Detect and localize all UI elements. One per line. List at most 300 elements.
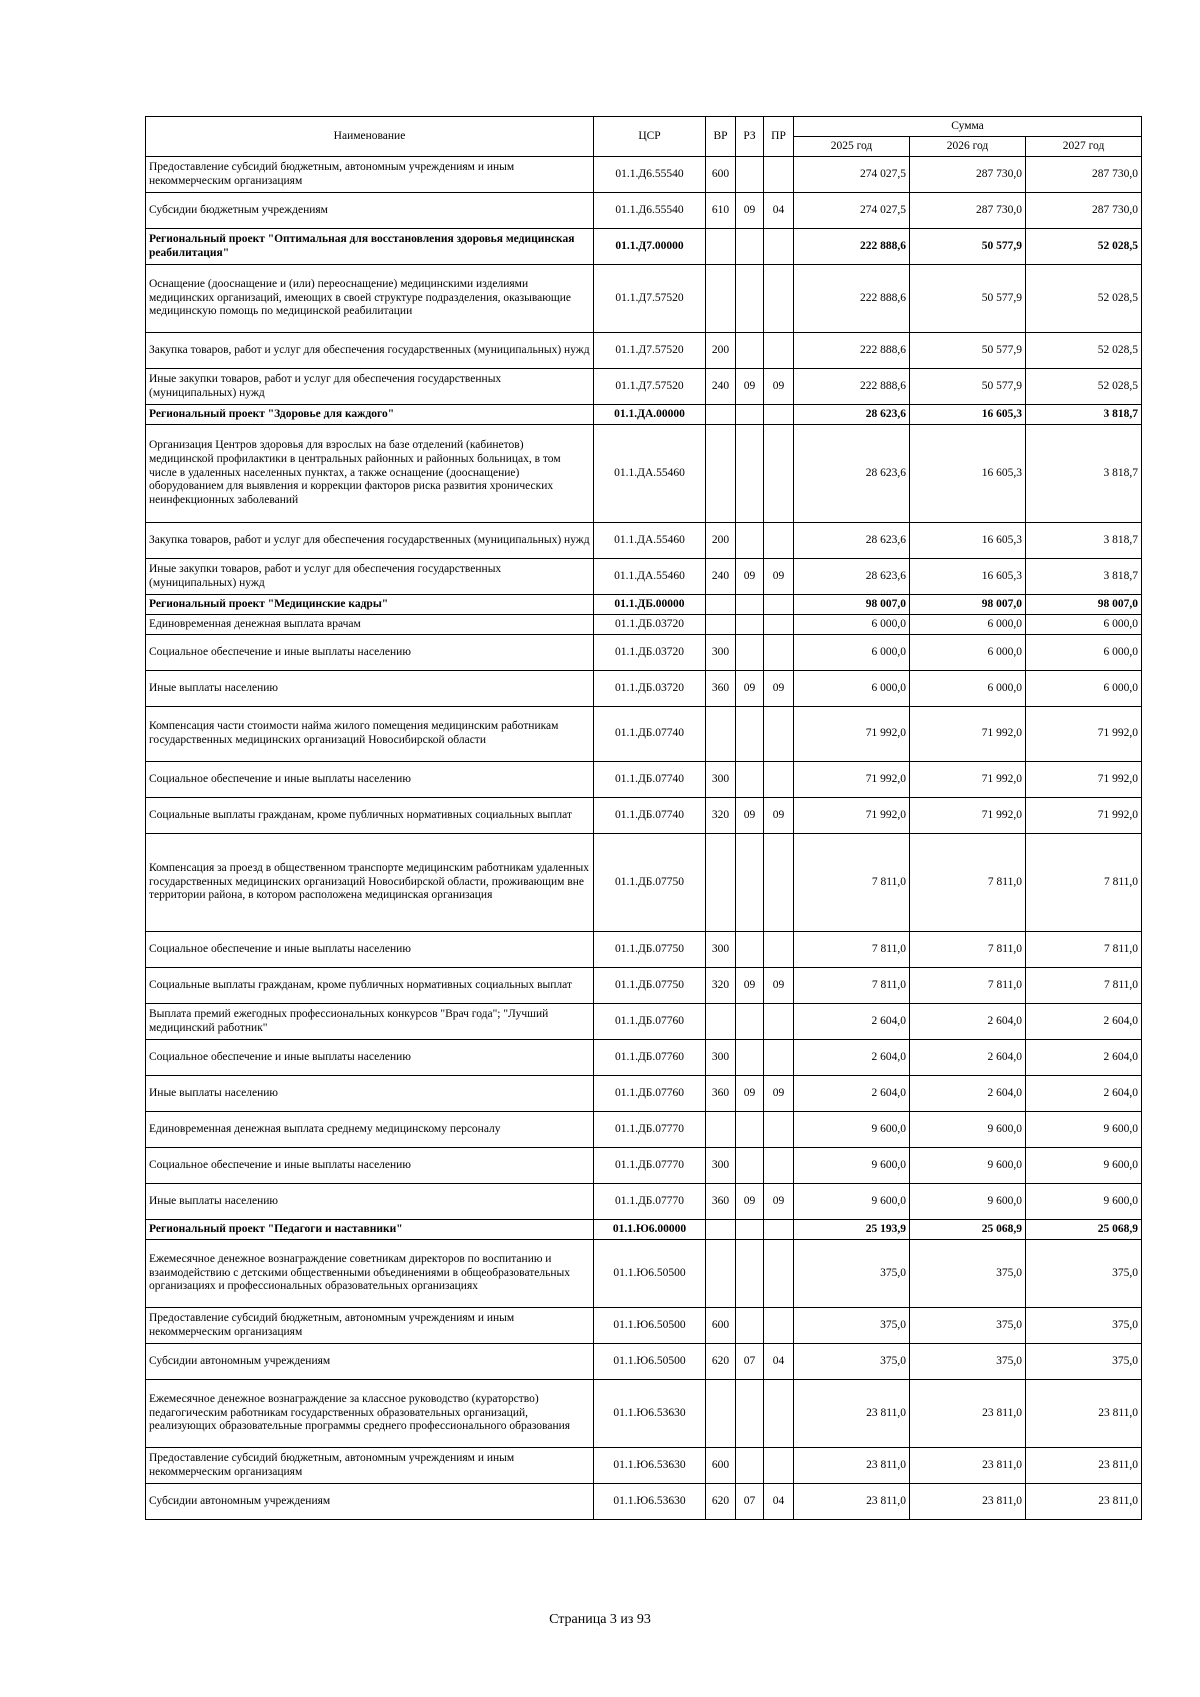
row-rz-cell [736, 405, 764, 425]
row-pr-cell [764, 229, 794, 265]
row-pr-cell: 09 [764, 1184, 794, 1220]
row-pr-cell [764, 615, 794, 635]
row-2025-value: 71 992,0 [794, 707, 910, 762]
row-csr-cell: 01.1.Ю6.50500 [594, 1344, 706, 1380]
row-name-cell: Единовременная денежная выплата среднему медицинскому персоналу [146, 1112, 594, 1148]
row-vr-cell: 200 [706, 333, 736, 369]
row-name-cell: Социальные выплаты гражданам, кроме публичных нормативных социальных выплат [146, 968, 594, 1004]
row-rz-cell [736, 1148, 764, 1184]
row-rz-cell [736, 425, 764, 523]
row-pr-cell [764, 1448, 794, 1484]
row-2026-value: 6 000,0 [910, 635, 1026, 671]
table-row [146, 595, 1142, 615]
row-pr-cell [764, 157, 794, 193]
table-row [146, 615, 1142, 635]
row-vr-cell [706, 1004, 736, 1040]
row-2025-value: 28 623,6 [794, 523, 910, 559]
row-rz-cell: 07 [736, 1484, 764, 1520]
row-2027-value: 6 000,0 [1026, 671, 1142, 707]
row-2026-value: 16 605,3 [910, 405, 1026, 425]
row-vr-cell [706, 615, 736, 635]
row-2025-value: 2 604,0 [794, 1004, 910, 1040]
row-vr-cell [706, 1220, 736, 1240]
row-2025-value: 222 888,6 [794, 333, 910, 369]
row-vr-cell: 200 [706, 523, 736, 559]
row-2025-value: 2 604,0 [794, 1076, 910, 1112]
row-name-cell: Субсидии автономным учреждениям [146, 1344, 594, 1380]
row-name-cell: Субсидии автономным учреждениям [146, 1484, 594, 1520]
row-pr-cell [764, 425, 794, 523]
row-csr-cell: 01.1.Ю6.00000 [594, 1220, 706, 1240]
row-name-cell: Социальное обеспечение и иные выплаты населению [146, 635, 594, 671]
row-2025-value: 71 992,0 [794, 762, 910, 798]
row-2026-value: 71 992,0 [910, 762, 1026, 798]
row-csr-cell: 01.1.ДБ.03720 [594, 615, 706, 635]
row-pr-cell: 09 [764, 671, 794, 707]
row-pr-cell [764, 1148, 794, 1184]
row-2025-value: 6 000,0 [794, 635, 910, 671]
row-rz-cell: 07 [736, 1344, 764, 1380]
table-row [146, 1184, 1142, 1220]
row-pr-cell [764, 333, 794, 369]
row-pr-cell: 09 [764, 798, 794, 834]
table-row [146, 1448, 1142, 1484]
row-vr-cell [706, 425, 736, 523]
header-sum: Сумма [794, 117, 1142, 137]
row-rz-cell [736, 1004, 764, 1040]
row-csr-cell: 01.1.ДБ.07760 [594, 1076, 706, 1112]
table-row [146, 635, 1142, 671]
row-2026-value: 98 007,0 [910, 595, 1026, 615]
row-csr-cell: 01.1.ДБ.07760 [594, 1040, 706, 1076]
row-2027-value: 9 600,0 [1026, 1184, 1142, 1220]
row-2027-value: 52 028,5 [1026, 369, 1142, 405]
row-2026-value: 23 811,0 [910, 1380, 1026, 1448]
row-2027-value: 3 818,7 [1026, 405, 1142, 425]
row-2027-value: 375,0 [1026, 1240, 1142, 1308]
row-pr-cell [764, 707, 794, 762]
row-2027-value: 9 600,0 [1026, 1112, 1142, 1148]
row-2026-value: 7 811,0 [910, 968, 1026, 1004]
row-name-cell: Предоставление субсидий бюджетным, автономным учреждениям и иным некоммерческим организациям [146, 1308, 594, 1344]
row-vr-cell [706, 1380, 736, 1448]
row-2026-value: 50 577,9 [910, 229, 1026, 265]
row-csr-cell: 01.1.Ю6.53630 [594, 1484, 706, 1520]
row-rz-cell [736, 1308, 764, 1344]
row-pr-cell [764, 405, 794, 425]
row-rz-cell [736, 615, 764, 635]
row-2027-value: 98 007,0 [1026, 595, 1142, 615]
row-pr-cell [764, 834, 794, 932]
table-body [146, 157, 1142, 1520]
row-name-cell: Региональный проект "Педагоги и наставники" [146, 1220, 594, 1240]
table-row [146, 707, 1142, 762]
header-csr: ЦСР [594, 117, 706, 157]
row-rz-cell [736, 229, 764, 265]
row-2027-value: 52 028,5 [1026, 265, 1142, 333]
row-vr-cell: 600 [706, 157, 736, 193]
row-vr-cell: 360 [706, 1076, 736, 1112]
row-pr-cell [764, 595, 794, 615]
row-vr-cell [706, 265, 736, 333]
row-2026-value: 375,0 [910, 1344, 1026, 1380]
row-2026-value: 7 811,0 [910, 932, 1026, 968]
row-rz-cell [736, 1448, 764, 1484]
row-2027-value: 52 028,5 [1026, 229, 1142, 265]
row-rz-cell [736, 707, 764, 762]
row-csr-cell: 01.1.ДБ.07750 [594, 932, 706, 968]
row-pr-cell [764, 762, 794, 798]
table-row [146, 1004, 1142, 1040]
row-2025-value: 7 811,0 [794, 968, 910, 1004]
row-name-cell: Закупка товаров, работ и услуг для обеспечения государственных (муниципальных) нужд [146, 523, 594, 559]
row-rz-cell: 09 [736, 1076, 764, 1112]
row-2025-value: 23 811,0 [794, 1448, 910, 1484]
header-pr: ПР [764, 117, 794, 157]
row-csr-cell: 01.1.ДБ.07750 [594, 968, 706, 1004]
row-vr-cell: 620 [706, 1484, 736, 1520]
table-row [146, 1344, 1142, 1380]
row-pr-cell [764, 1380, 794, 1448]
row-2025-value: 9 600,0 [794, 1112, 910, 1148]
row-name-cell: Социальное обеспечение и иные выплаты населению [146, 762, 594, 798]
row-name-cell: Оснащение (дооснащение и (или) переоснащение) медицинскими изделиями медицинских организаций, имеющих в своей структуре подразделения, оказывающие медицинскую помощь по медицинской реабилитации [146, 265, 594, 333]
row-name-cell: Субсидии бюджетным учреждениям [146, 193, 594, 229]
row-vr-cell: 610 [706, 193, 736, 229]
row-vr-cell [706, 707, 736, 762]
row-2027-value: 3 818,7 [1026, 559, 1142, 595]
row-rz-cell [736, 265, 764, 333]
row-2027-value: 3 818,7 [1026, 523, 1142, 559]
row-csr-cell: 01.1.Д7.00000 [594, 229, 706, 265]
row-csr-cell: 01.1.ДБ.07740 [594, 798, 706, 834]
row-2027-value: 23 811,0 [1026, 1448, 1142, 1484]
row-2025-value: 375,0 [794, 1308, 910, 1344]
row-csr-cell: 01.1.ДБ.07740 [594, 707, 706, 762]
row-pr-cell [764, 635, 794, 671]
table-row [146, 265, 1142, 333]
row-2026-value: 9 600,0 [910, 1148, 1026, 1184]
row-csr-cell: 01.1.ДБ.00000 [594, 595, 706, 615]
row-2027-value: 7 811,0 [1026, 834, 1142, 932]
row-2027-value: 287 730,0 [1026, 193, 1142, 229]
row-2026-value: 7 811,0 [910, 834, 1026, 932]
row-rz-cell [736, 635, 764, 671]
row-vr-cell [706, 834, 736, 932]
row-2025-value: 222 888,6 [794, 369, 910, 405]
row-rz-cell: 09 [736, 968, 764, 1004]
row-2027-value: 2 604,0 [1026, 1004, 1142, 1040]
row-vr-cell: 360 [706, 1184, 736, 1220]
row-vr-cell: 360 [706, 671, 736, 707]
row-csr-cell: 01.1.Д6.55540 [594, 157, 706, 193]
row-name-cell: Социальное обеспечение и иные выплаты населению [146, 1148, 594, 1184]
row-pr-cell [764, 523, 794, 559]
row-name-cell: Ежемесячное денежное вознаграждение за классное руководство (кураторство) педагогическим работникам государственных образовательных организаций, реализующих образовательные программы среднего профессионального образования [146, 1380, 594, 1448]
row-name-cell: Социальное обеспечение и иные выплаты населению [146, 1040, 594, 1076]
table-row [146, 762, 1142, 798]
header-2026: 2026 год [910, 137, 1026, 157]
row-vr-cell: 240 [706, 559, 736, 595]
row-rz-cell [736, 595, 764, 615]
row-2026-value: 9 600,0 [910, 1112, 1026, 1148]
row-csr-cell: 01.1.Д7.57520 [594, 333, 706, 369]
row-csr-cell: 01.1.Д6.55540 [594, 193, 706, 229]
row-vr-cell: 300 [706, 635, 736, 671]
row-2027-value: 9 600,0 [1026, 1148, 1142, 1184]
row-2025-value: 274 027,5 [794, 157, 910, 193]
row-2025-value: 71 992,0 [794, 798, 910, 834]
row-name-cell: Выплата премий ежегодных профессиональных конкурсов "Врач года"; "Лучший медицинский работник" [146, 1004, 594, 1040]
row-rz-cell [736, 333, 764, 369]
row-rz-cell: 09 [736, 193, 764, 229]
row-rz-cell [736, 1040, 764, 1076]
row-vr-cell: 300 [706, 762, 736, 798]
row-name-cell: Предоставление субсидий бюджетным, автономным учреждениям и иным некоммерческим организациям [146, 157, 594, 193]
row-pr-cell [764, 1308, 794, 1344]
row-2026-value: 16 605,3 [910, 559, 1026, 595]
row-2026-value: 9 600,0 [910, 1184, 1026, 1220]
header-2025: 2025 год [794, 137, 910, 157]
table-row [146, 333, 1142, 369]
row-name-cell: Иные закупки товаров, работ и услуг для обеспечения государственных (муниципальных) нужд [146, 559, 594, 595]
row-vr-cell [706, 595, 736, 615]
row-csr-cell: 01.1.Ю6.53630 [594, 1448, 706, 1484]
row-2026-value: 6 000,0 [910, 615, 1026, 635]
row-vr-cell [706, 229, 736, 265]
row-2025-value: 7 811,0 [794, 932, 910, 968]
row-2026-value: 50 577,9 [910, 265, 1026, 333]
row-2027-value: 71 992,0 [1026, 762, 1142, 798]
table-row [146, 798, 1142, 834]
row-rz-cell: 09 [736, 559, 764, 595]
row-vr-cell: 300 [706, 932, 736, 968]
row-csr-cell: 01.1.Ю6.50500 [594, 1308, 706, 1344]
table-row [146, 405, 1142, 425]
row-2026-value: 71 992,0 [910, 707, 1026, 762]
table-row [146, 671, 1142, 707]
row-csr-cell: 01.1.ДА.00000 [594, 405, 706, 425]
row-csr-cell: 01.1.ДБ.07770 [594, 1148, 706, 1184]
row-pr-cell: 09 [764, 369, 794, 405]
row-vr-cell [706, 1112, 736, 1148]
table-row [146, 425, 1142, 523]
row-2027-value: 52 028,5 [1026, 333, 1142, 369]
row-name-cell: Организация Центров здоровья для взрослых на базе отделений (кабинетов) медицинской профилактики в центральных районных и районных больницах, в том числе в удаленных населенных пунктах, а также оснащение (дооснащение) оборудованием для выявления и коррекции факторов риска развития хронических неинфекционных заболеваний [146, 425, 594, 523]
row-2025-value: 6 000,0 [794, 671, 910, 707]
table-row [146, 229, 1142, 265]
row-csr-cell: 01.1.Ю6.53630 [594, 1380, 706, 1448]
row-2027-value: 375,0 [1026, 1344, 1142, 1380]
row-name-cell: Региональный проект "Оптимальная для восстановления здоровья медицинская реабилитация" [146, 229, 594, 265]
row-csr-cell: 01.1.ДБ.07750 [594, 834, 706, 932]
row-name-cell: Иные закупки товаров, работ и услуг для обеспечения государственных (муниципальных) нужд [146, 369, 594, 405]
row-2025-value: 375,0 [794, 1344, 910, 1380]
row-pr-cell: 09 [764, 968, 794, 1004]
row-2025-value: 222 888,6 [794, 265, 910, 333]
row-2026-value: 16 605,3 [910, 425, 1026, 523]
row-2026-value: 16 605,3 [910, 523, 1026, 559]
row-csr-cell: 01.1.ДБ.03720 [594, 635, 706, 671]
row-csr-cell: 01.1.ДА.55460 [594, 559, 706, 595]
row-2025-value: 375,0 [794, 1240, 910, 1308]
row-vr-cell [706, 405, 736, 425]
budget-table [145, 116, 1142, 1520]
row-csr-cell: 01.1.Д7.57520 [594, 369, 706, 405]
row-pr-cell: 04 [764, 1344, 794, 1380]
row-rz-cell: 09 [736, 1184, 764, 1220]
row-pr-cell [764, 932, 794, 968]
row-2027-value: 287 730,0 [1026, 157, 1142, 193]
row-2027-value: 2 604,0 [1026, 1076, 1142, 1112]
row-name-cell: Иные выплаты населению [146, 671, 594, 707]
row-rz-cell: 09 [736, 671, 764, 707]
row-rz-cell [736, 834, 764, 932]
row-name-cell: Единовременная денежная выплата врачам [146, 615, 594, 635]
row-name-cell: Региональный проект "Медицинские кадры" [146, 595, 594, 615]
table-header [146, 117, 1142, 157]
row-pr-cell [764, 1040, 794, 1076]
row-2026-value: 71 992,0 [910, 798, 1026, 834]
row-2025-value: 2 604,0 [794, 1040, 910, 1076]
table-row [146, 932, 1142, 968]
row-2026-value: 23 811,0 [910, 1484, 1026, 1520]
row-2027-value: 23 811,0 [1026, 1484, 1142, 1520]
table-row [146, 968, 1142, 1004]
row-2025-value: 98 007,0 [794, 595, 910, 615]
row-2027-value: 25 068,9 [1026, 1220, 1142, 1240]
table-row [146, 1040, 1142, 1076]
row-vr-cell: 320 [706, 798, 736, 834]
row-2026-value: 50 577,9 [910, 333, 1026, 369]
row-csr-cell: 01.1.ДА.55460 [594, 425, 706, 523]
table-row [146, 1112, 1142, 1148]
row-vr-cell: 300 [706, 1040, 736, 1076]
row-name-cell: Иные выплаты населению [146, 1184, 594, 1220]
table-row [146, 369, 1142, 405]
row-csr-cell: 01.1.ДБ.07770 [594, 1184, 706, 1220]
header-vr: ВР [706, 117, 736, 157]
row-name-cell: Региональный проект "Здоровье для каждого" [146, 405, 594, 425]
row-name-cell: Компенсация части стоимости найма жилого помещения медицинским работникам государственных медицинских организаций Новосибирской области [146, 707, 594, 762]
table-row [146, 559, 1142, 595]
table-row [146, 523, 1142, 559]
table-row [146, 157, 1142, 193]
table-row [146, 1308, 1142, 1344]
table-row [146, 1148, 1142, 1184]
row-2026-value: 375,0 [910, 1308, 1026, 1344]
row-2026-value: 287 730,0 [910, 193, 1026, 229]
row-name-cell: Предоставление субсидий бюджетным, автономным учреждениям и иным некоммерческим организациям [146, 1448, 594, 1484]
row-2025-value: 28 623,6 [794, 405, 910, 425]
header-rz: РЗ [736, 117, 764, 157]
row-2025-value: 28 623,6 [794, 559, 910, 595]
row-2025-value: 6 000,0 [794, 615, 910, 635]
row-pr-cell: 04 [764, 193, 794, 229]
row-2025-value: 28 623,6 [794, 425, 910, 523]
row-csr-cell: 01.1.Д7.57520 [594, 265, 706, 333]
row-csr-cell: 01.1.ДБ.07760 [594, 1004, 706, 1040]
row-2026-value: 25 068,9 [910, 1220, 1026, 1240]
row-2025-value: 222 888,6 [794, 229, 910, 265]
row-name-cell: Ежемесячное денежное вознаграждение советникам директоров по воспитанию и взаимодействию с детскими общественными объединениями в общеобразовательных организациях и профессиональных образовательных организациях [146, 1240, 594, 1308]
row-csr-cell: 01.1.ДБ.07740 [594, 762, 706, 798]
table-row [146, 1220, 1142, 1240]
row-rz-cell [736, 762, 764, 798]
row-pr-cell [764, 1240, 794, 1308]
row-rz-cell: 09 [736, 369, 764, 405]
row-name-cell: Компенсация за проезд в общественном транспорте медицинским работникам удаленных государственных медицинских организаций Новосибирской области, проживающим вне территории района, в котором расположена медицинская организация [146, 834, 594, 932]
row-2026-value: 287 730,0 [910, 157, 1026, 193]
row-2025-value: 9 600,0 [794, 1184, 910, 1220]
row-name-cell: Социальные выплаты гражданам, кроме публичных нормативных социальных выплат [146, 798, 594, 834]
row-rz-cell [736, 1220, 764, 1240]
row-pr-cell [764, 1004, 794, 1040]
row-name-cell: Социальное обеспечение и иные выплаты населению [146, 932, 594, 968]
row-2027-value: 375,0 [1026, 1308, 1142, 1344]
row-vr-cell [706, 1240, 736, 1308]
header-2027: 2027 год [1026, 137, 1142, 157]
row-2027-value: 23 811,0 [1026, 1380, 1142, 1448]
header-name: Наименование [146, 117, 594, 157]
row-2027-value: 6 000,0 [1026, 615, 1142, 635]
table-row [146, 1076, 1142, 1112]
row-pr-cell: 04 [764, 1484, 794, 1520]
row-vr-cell: 620 [706, 1344, 736, 1380]
row-2026-value: 375,0 [910, 1240, 1026, 1308]
row-vr-cell: 600 [706, 1448, 736, 1484]
row-vr-cell: 320 [706, 968, 736, 1004]
row-2026-value: 2 604,0 [910, 1040, 1026, 1076]
table-row [146, 1380, 1142, 1448]
table-row [146, 193, 1142, 229]
row-rz-cell [736, 157, 764, 193]
row-2026-value: 6 000,0 [910, 671, 1026, 707]
row-rz-cell [736, 932, 764, 968]
row-csr-cell: 01.1.ДА.55460 [594, 523, 706, 559]
row-2026-value: 50 577,9 [910, 369, 1026, 405]
row-2026-value: 23 811,0 [910, 1448, 1026, 1484]
row-2025-value: 274 027,5 [794, 193, 910, 229]
row-csr-cell: 01.1.Ю6.50500 [594, 1240, 706, 1308]
row-vr-cell: 600 [706, 1308, 736, 1344]
row-rz-cell: 09 [736, 798, 764, 834]
row-2027-value: 7 811,0 [1026, 968, 1142, 1004]
row-2027-value: 7 811,0 [1026, 932, 1142, 968]
row-2025-value: 9 600,0 [794, 1148, 910, 1184]
row-2027-value: 2 604,0 [1026, 1040, 1142, 1076]
row-pr-cell [764, 1112, 794, 1148]
row-2027-value: 71 992,0 [1026, 707, 1142, 762]
row-vr-cell: 240 [706, 369, 736, 405]
row-csr-cell: 01.1.ДБ.03720 [594, 671, 706, 707]
row-rz-cell [736, 1380, 764, 1448]
row-rz-cell [736, 1112, 764, 1148]
row-2027-value: 6 000,0 [1026, 635, 1142, 671]
row-pr-cell [764, 1220, 794, 1240]
row-pr-cell: 09 [764, 559, 794, 595]
row-2027-value: 3 818,7 [1026, 425, 1142, 523]
row-2026-value: 2 604,0 [910, 1076, 1026, 1112]
row-name-cell: Иные выплаты населению [146, 1076, 594, 1112]
row-2025-value: 23 811,0 [794, 1380, 910, 1448]
row-pr-cell: 09 [764, 1076, 794, 1112]
row-vr-cell: 300 [706, 1148, 736, 1184]
table-row [146, 1240, 1142, 1308]
page-number: Страница 3 из 93 [549, 1612, 651, 1627]
row-csr-cell: 01.1.ДБ.07770 [594, 1112, 706, 1148]
row-name-cell: Закупка товаров, работ и услуг для обеспечения государственных (муниципальных) нужд [146, 333, 594, 369]
